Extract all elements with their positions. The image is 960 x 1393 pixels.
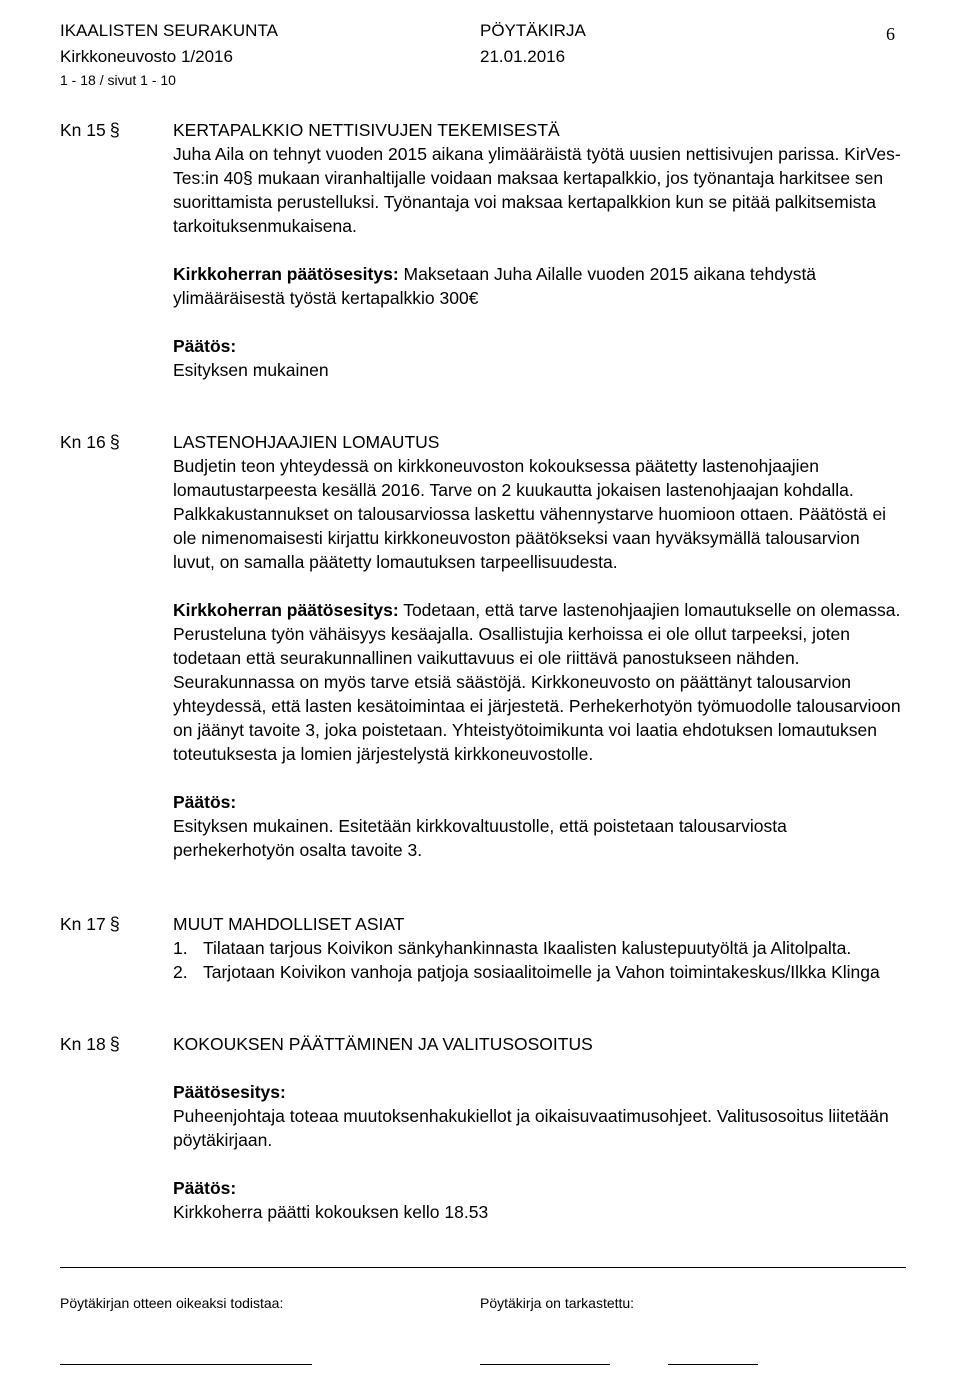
header-body: Kirkkoneuvosto 1/2016 — [60, 47, 233, 66]
header-doc-type: PÖYTÄKIRJA — [480, 21, 586, 40]
proposal-label: Kirkkoherran päätösesitys: — [173, 600, 399, 620]
signature-line — [60, 1364, 312, 1365]
paragraph-sign: § — [109, 120, 120, 140]
decision-text: Kirkkoherra päätti kokouksen kello 18.53 — [173, 1202, 489, 1222]
section-kn17 — [173, 912, 905, 984]
decision-label: Päätös: — [173, 792, 237, 812]
signature-line — [480, 1364, 610, 1365]
footer-certify-label: Pöytäkirjan otteen oikeaksi todistaa: — [60, 1295, 284, 1311]
proposal-text: Puheenjohtaja toteaa muutoksenhakukiellot ja oikaisuvaatimusohjeet. Valitusosoitus liitetään pöytäkirjaan. — [173, 1106, 889, 1150]
proposal — [173, 262, 905, 310]
section-title: KOKOUKSEN PÄÄTTÄMINEN JA VALITUSOSOITUS — [173, 1034, 593, 1054]
paragraph-sign: § — [109, 914, 120, 934]
item-list — [173, 936, 905, 984]
section-body: Budjetin teon yhteydessä on kirkkoneuvoston kokouksessa päätetty lastenohjaajien lomautustarpeesta kesällä 2016. Tarve on 2 kuukautta jokaisen lastenohjaajan kohdalla. Palkkakustannukset on talousarviossa laskettu vähennystarve huomioon ottaen. Päätöstä ei ole nimenomaisesti kirjattu kirkkoneuvoston päätökseksi vaan hyväksymällä talousarvion luvut, on samalla päätetty lomautuksen tarpeellisuudesta. — [173, 456, 887, 572]
section-number: Kn 18 § — [60, 1034, 120, 1054]
header-pages: 1 - 18 / sivut 1 - 10 — [60, 72, 176, 88]
footer-divider — [60, 1267, 906, 1268]
proposal-text: Maksetaan Juha Ailalle vuoden 2015 aikana tehdystä ylimääräisestä työstä kertapalkkio 300€ — [173, 264, 817, 308]
proposal-text: Todetaan, että tarve lastenohjaajien lomautukselle on olemassa. Perusteluna työn vähäisyys kesäajalla. Osallistujia kerhoissa ei ole ollut tarpeeksi, joten todetaan että seurakunnallinen vaikuttavuus ei ole riittävä panostukseen nähden. Seurakunnassa on myös tarve etsiä säästöjä. Kirkkoneuvosto on päättänyt talousarvion yhteydessä, että lasten kesätoimintaa ei järjestetä. Perhekerhotyön työmuodolle talousarvioon on jäänyt tavoite 3, joka poistetaan. Yhteistyötoimikunta voi laatia ehdotuksen lomautuksen toteutuksesta ja lomien järjestelystä kirkkoneuvostolle. — [173, 600, 901, 764]
footer-checked-label: Pöytäkirja on tarkastettu: — [480, 1295, 635, 1311]
section-kn15 — [173, 118, 905, 382]
paragraph-sign: § — [109, 432, 120, 452]
paragraph-sign: § — [109, 1034, 120, 1054]
decision-label: Päätös: — [173, 1178, 237, 1198]
header-date: 21.01.2016 — [480, 47, 566, 66]
section-title: MUUT MAHDOLLISET ASIAT — [173, 914, 405, 934]
proposal — [173, 598, 905, 766]
section-title: KERTAPALKKIO NETTISIVUJEN TEKEMISESTÄ — [173, 120, 560, 140]
section-number: Kn 15 § — [60, 120, 120, 140]
decision-text: Esityksen mukainen — [173, 360, 329, 380]
section-kn18 — [173, 1032, 905, 1224]
proposal-label: Päätösesitys: — [173, 1082, 286, 1102]
page-number: 6 — [886, 24, 895, 44]
section-number: Kn 16 § — [60, 432, 120, 452]
list-item: 2. Tarjotaan Koivikon vanhoja patjoja sosiaalitoimelle ja Vahon toimintakeskus/Ilkka Klinga — [173, 962, 880, 982]
header-org: IKAALISTEN SEURAKUNTA — [60, 21, 278, 40]
decision-label: Päätös: — [173, 336, 237, 356]
signature-line — [668, 1364, 758, 1365]
section-kn16 — [173, 430, 905, 862]
section-body: Juha Aila on tehnyt vuoden 2015 aikana ylimääräistä työtä uusien nettisivujen parissa. KirVes-Tes:in 40§ mukaan viranhaltijalle voidaan maksaa kertapalkkio, jos työnantaja harkitsee sen suorittamista perustelluksi. Työnantaja voi maksaa kertapalkkion kun se pitää palkitsemista tarkoituksenmukaisena. — [173, 144, 901, 236]
section-title: LASTENOHJAAJIEN LOMAUTUS — [173, 432, 440, 452]
list-item: 1. Tilataan tarjous Koivikon sänkyhankinnasta Ikaalisten kalustepuutyöltä ja Alitolpalta. — [173, 938, 852, 958]
section-number: Kn 17 § — [60, 914, 120, 934]
proposal-label: Kirkkoherran päätösesitys: — [173, 264, 399, 284]
decision-text: Esityksen mukainen. Esitetään kirkkovaltuustolle, että poistetaan talousarviosta perhekerhotyön osalta tavoite 3. — [173, 816, 787, 860]
